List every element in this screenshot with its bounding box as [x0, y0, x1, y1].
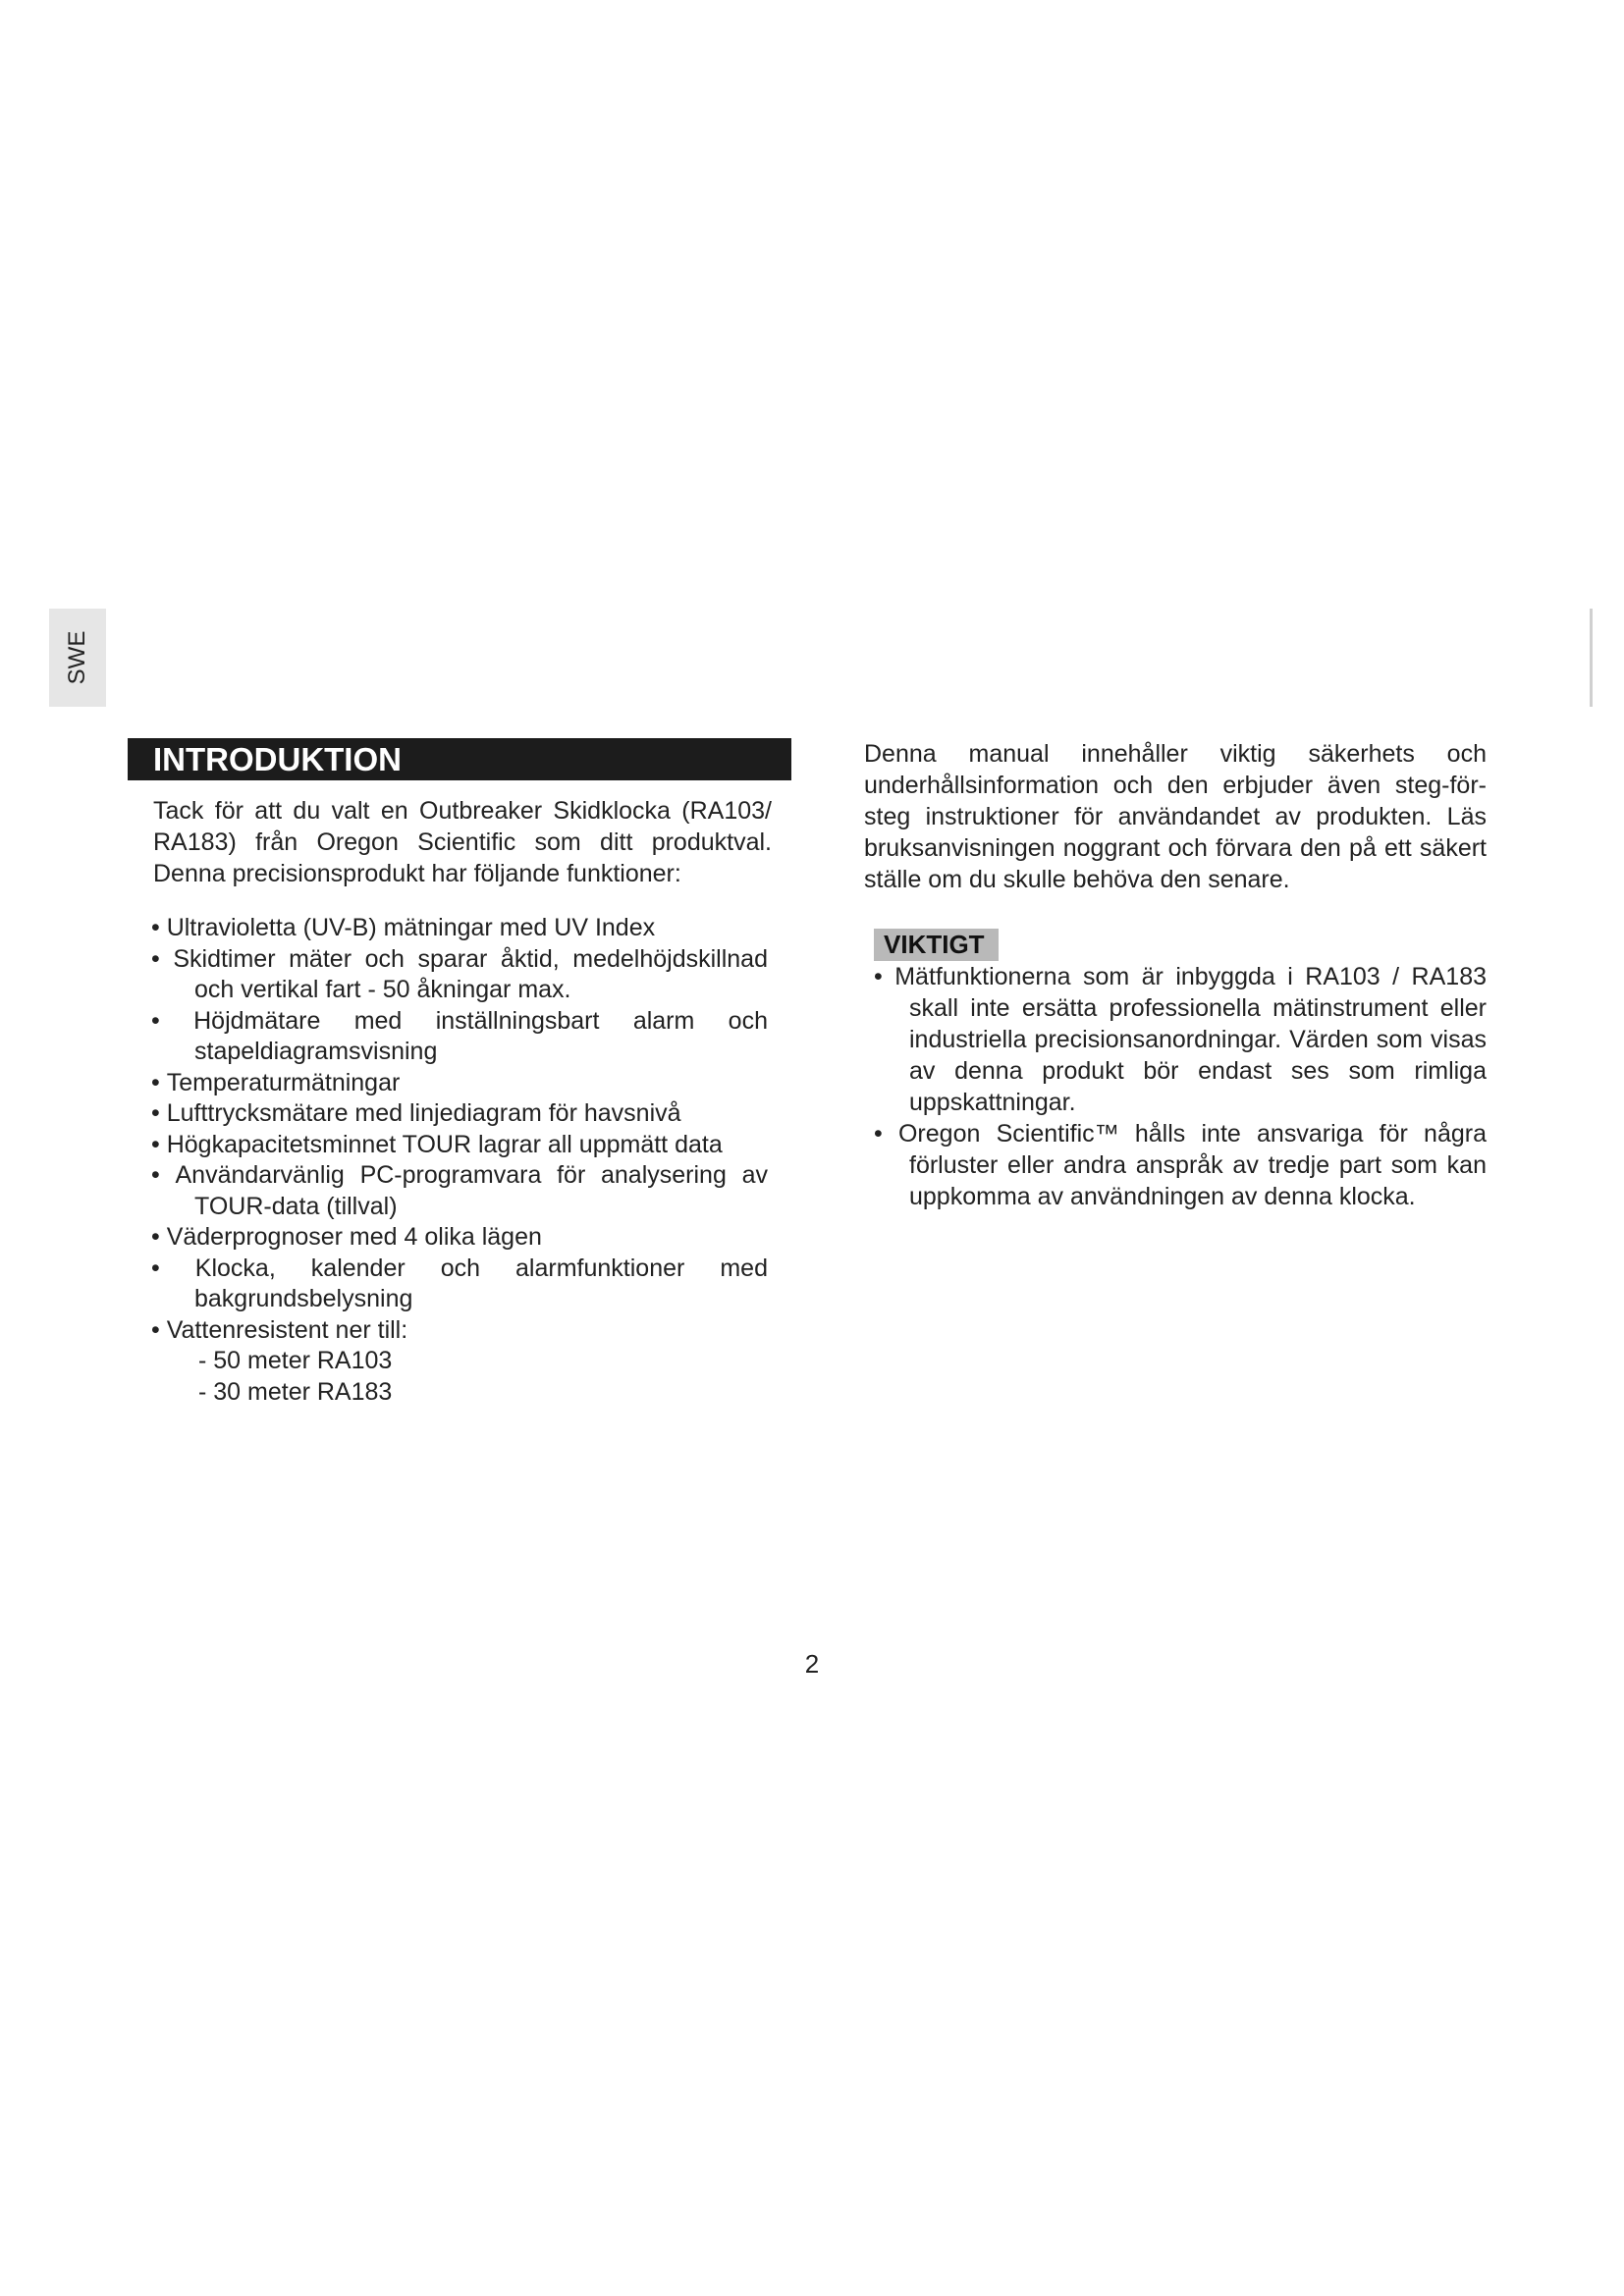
language-tab-label: SWE [64, 630, 90, 685]
intro-paragraph: Tack för att du valt en Outbreaker Skidklocka (RA103/ RA183) från Oregon Scientific som ditt produktval. Denna precisionsprodukt har följande funktioner: [153, 797, 772, 887]
manual-note-paragraph: Denna manual innehåller viktig säkerhets och underhållsinformation och den erbjuder även steg-för-steg instruktioner för användandet av produkten. Läs bruksanvisningen noggrant och förvara den på ett säkert ställe om du skulle behöva den senare. [864, 740, 1487, 893]
introduction-section [128, 738, 791, 1408]
feature-item: • Ultravioletta (UV-B) mätningar med UV Index [151, 913, 768, 944]
feature-item: • Skidtimer mäter och sparar åktid, medelhöjdskillnad och vertikal fart - 50 åkningar max. [151, 944, 768, 1006]
important-item: • Mätfunktionerna som är inbyggda i RA103 / RA183 skall inte ersätta professionella mätinstrument eller industriella precisionsanordningar. Värden som visas av denna produkt bör endast ses som rimliga uppskattningar. [864, 961, 1487, 1118]
language-tab [49, 609, 106, 707]
water-resistance-ra103: - 50 meter RA103 [198, 1347, 393, 1374]
feature-item: • Temperaturmätningar [151, 1068, 768, 1099]
feature-item: • Lufttrycksmätare med linjediagram för havsnivå [151, 1098, 768, 1130]
water-resistance-sublist [194, 1346, 768, 1408]
feature-item: • Klocka, kalender och alarmfunktioner med bakgrundsbelysning [151, 1254, 768, 1315]
section-title: INTRODUKTION [128, 738, 791, 780]
feature-item: • Högkapacitetsminnet TOUR lagrar all uppmätt data [151, 1130, 768, 1161]
page-edge-mark [1590, 609, 1593, 707]
water-resistance-ra183: - 30 meter RA183 [198, 1377, 393, 1406]
feature-list [151, 913, 768, 1408]
feature-item: • Höjdmätare med inställningsbart alarm och stapeldiagramsvisning [151, 1006, 768, 1068]
important-list [864, 961, 1487, 1212]
important-item: • Oregon Scientific™ hålls inte ansvariga för några förluster eller andra anspråk av tredje part som kan uppkomma av användningen av denna klocka. [864, 1118, 1487, 1212]
important-badge: VIKTIGT [874, 929, 999, 961]
feature-item: • Användarvänlig PC-programvara för analysering av TOUR-data (tillval) [151, 1160, 768, 1222]
feature-item: • Väderprognoser med 4 olika lägen [151, 1222, 768, 1254]
manual-info-section [864, 738, 1487, 1212]
feature-item-label: Vattenresistent ner till: [166, 1315, 408, 1344]
feature-item-water-resistance [151, 1315, 768, 1409]
page-number: 2 [804, 1649, 820, 1679]
